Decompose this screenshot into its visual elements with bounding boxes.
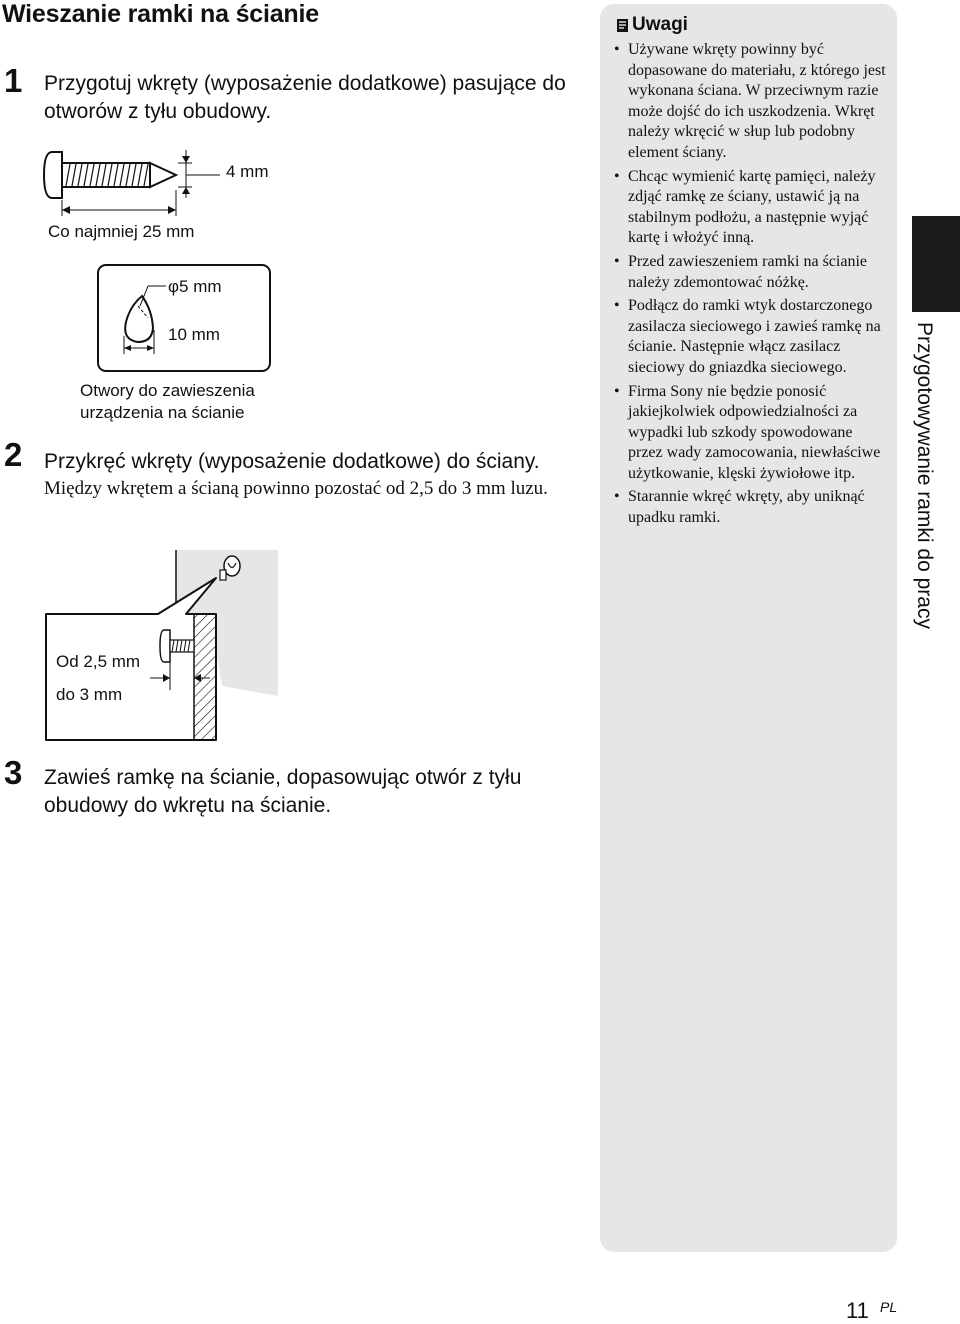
screw-length-label: Co najmniej 25 mm [48,222,195,241]
section-tab-label: Przygotowywanie ramki do pracy [913,322,936,629]
hole-caption-line2: urządzenia na ścianie [80,403,245,422]
step-2-text: Przykręć wkręty (wyposażenie dodatkowe) do ściany. [44,450,540,473]
gap-label-line1: Od 2,5 mm [56,652,141,671]
note-item: • Starannie wkręć wkręty, aby uniknąć upadku ramki. [628,487,890,528]
section-tab-marker [912,216,960,312]
notes-title: Uwagi [632,14,688,35]
page-title: Wieszanie ramki na ścianie [2,0,319,28]
step-1-text: Przygotuj wkręty (wyposażenie dodatkowe) pasujące do otworów z tyłu obudowy. [44,72,566,123]
note-item: • Chcąc wymienić kartę pamięci, należy zdjąć ramkę ze ściany, ustawić ją na stabilnym podłożu, a następnie wyjąć kartę i włożyć inną. [628,167,890,249]
note-item: • Podłącz do ramki wtyk dostarczonego zasilacza sieciowego i zawieś ramkę na ścianie. Następnie włącz zasilacz sieciowy do gniazdka sieciowego. [628,296,890,378]
page-language-suffix: PL [880,1299,898,1315]
page-number: 11 [846,1298,869,1323]
hole-height-label: 10 mm [168,325,220,344]
notes-list [628,40,890,532]
note-item: • Używane wkręty powinny być dopasowane do materiału, z którego jest wykonana ściana. W przeciwnym razie może dojść do ich uszkodzenia. Wkręt należy wkręcić w słup lub podobny element ściany. [628,40,890,164]
wall-screw-figure [0,0,600,760]
note-icon [616,18,629,33]
note-item: • Firma Sony nie będzie ponosić jakiejkolwiek odpowiedzialności za wypadki lub szkody spowodowane przez wady zamocowania, niewłaściwe użytkowanie, klęski żywiołowe itp. [628,382,890,485]
step-3-number: 3 [4,754,23,791]
notes-panel [600,4,897,1252]
screw-thickness-label: 4 mm [226,162,269,181]
step-3-text: Zawieś ramkę na ścianie, dopasowując otwór z tyłu obudowy do wkrętu na ścianie. [44,766,522,817]
step-2-number: 2 [4,436,23,473]
step-2-subtext: Między wkrętem a ścianą powinno pozostać od 2,5 do 3 mm luzu. [44,478,548,499]
notes-header [616,14,688,36]
step-1-number: 1 [4,62,23,99]
gap-label-line2: do 3 mm [56,685,123,704]
hole-caption-line1: Otwory do zawieszenia [80,381,255,400]
hole-diameter-label: φ5 mm [168,277,222,296]
note-item: • Przed zawieszeniem ramki na ścianie należy zdemontować nóżkę. [628,252,890,293]
